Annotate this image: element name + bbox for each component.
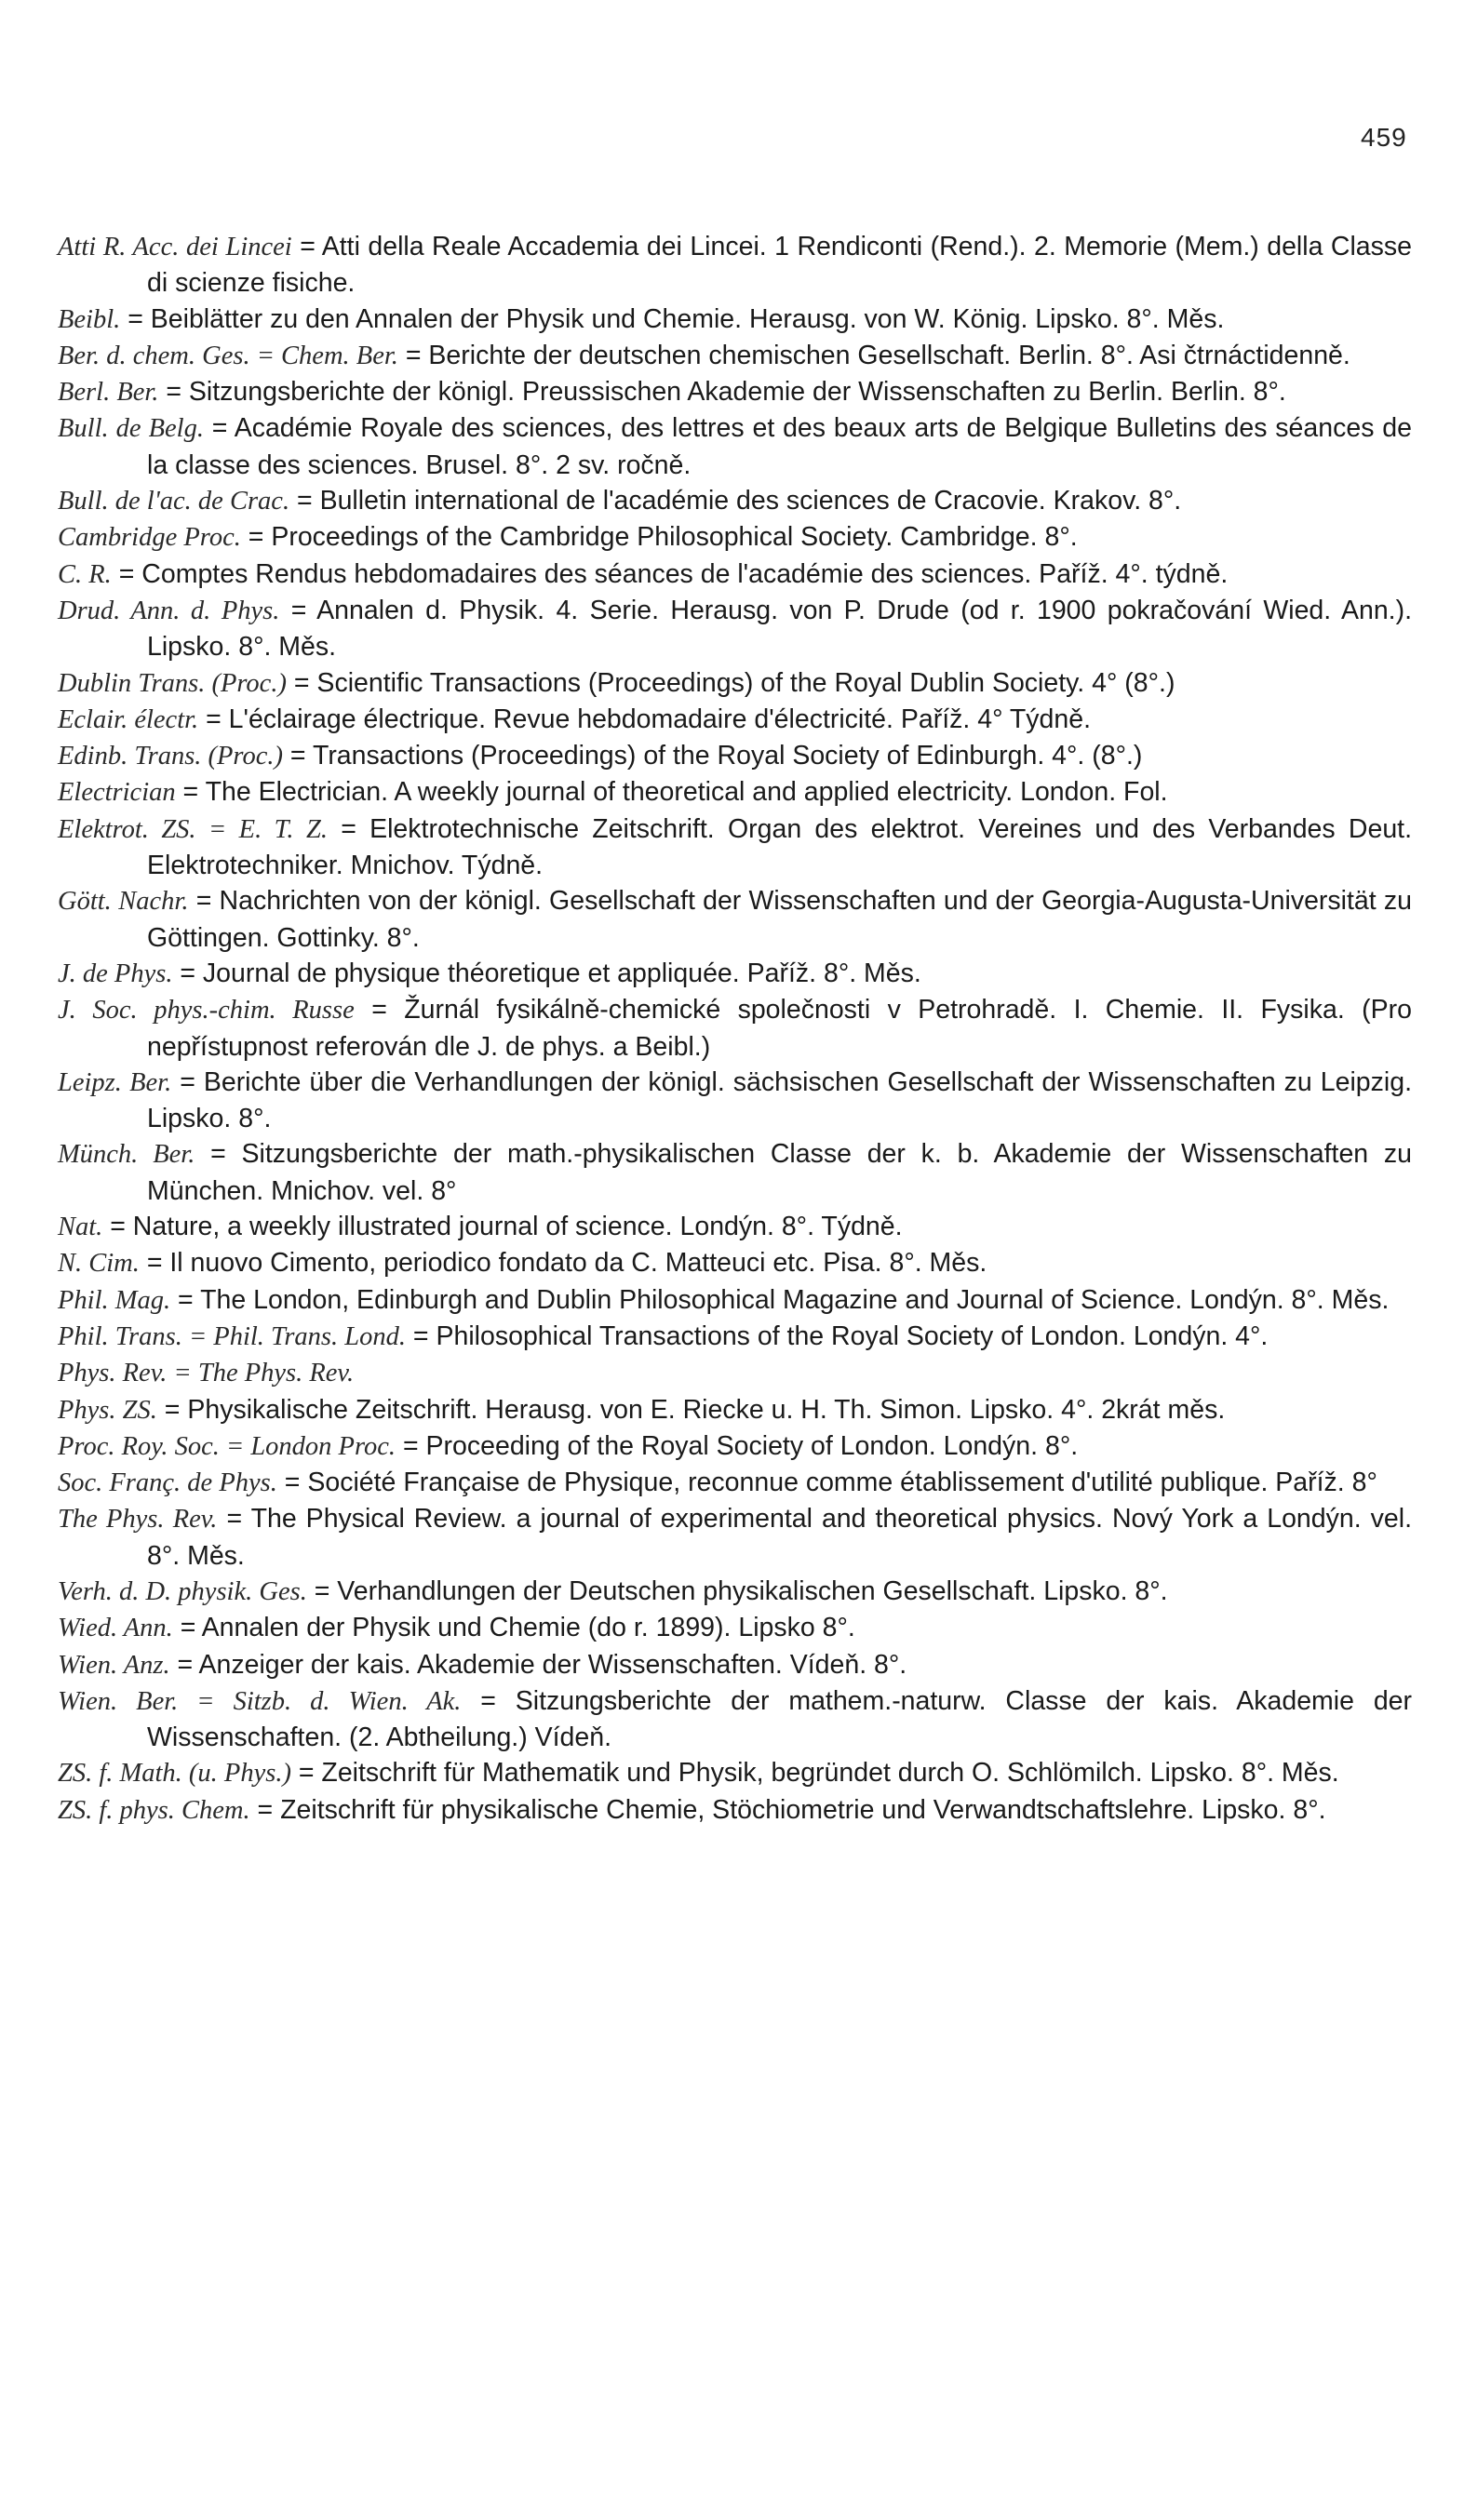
entry-description: = Proceedings of the Cambridge Philosophical Society. Cambridge. 8°.	[248, 522, 1078, 553]
abbreviation-entry	[58, 302, 1412, 338]
abbreviation-entry	[58, 1392, 1412, 1428]
entry-description: = Zeitschrift für physikalische Chemie, Stöchiometrie und Verwandtschaftslehre. Lipsko. 8°.	[257, 1794, 1326, 1825]
entry-abbreviation: Leipz. Ber.	[58, 1067, 172, 1097]
abbreviation-entry	[58, 665, 1412, 702]
entry-abbreviation: Gött. Nachr.	[58, 887, 189, 917]
abbreviation-entry	[58, 1683, 1412, 1756]
entry-abbreviation: Nat.	[58, 1213, 103, 1242]
entry-description: = Berichte der deutschen chemischen Gesellschaft. Berlin. 8°. Asi čtrnáctidenně.	[405, 340, 1350, 370]
abbreviation-entry	[58, 1245, 1412, 1281]
entry-abbreviation: Phil. Trans. = Phil. Trans. Lond.	[58, 1321, 406, 1351]
abbreviation-entry	[58, 410, 1412, 483]
entry-description: = Bulletin international de l'académie des sciences de Cracovie. Krakov. 8°.	[297, 486, 1182, 516]
abbreviation-entry	[58, 992, 1412, 1065]
abbreviation-entry	[58, 1755, 1412, 1791]
entry-description: = Nachrichten von der königl. Gesellschaft der Wissenschaften und der Georgia-Augusta-Universität zu Göttingen. Gottinky. 8°.	[147, 886, 1413, 953]
entry-abbreviation: Cambridge Proc.	[58, 523, 241, 553]
entry-description: = Verhandlungen der Deutschen physikalischen Gesellschaft. Lipsko. 8°.	[314, 1575, 1168, 1606]
entry-description: = Beiblätter zu den Annalen der Physik und Chemie. Herausg. von W. König. Lipsko. 8°. Měs.	[128, 303, 1225, 334]
abbreviation-entry	[58, 1574, 1412, 1610]
entry-abbreviation: Bull. de Belg.	[58, 414, 204, 444]
entry-abbreviation: C. R.	[58, 559, 112, 589]
entry-description: = Journal de physique théoretique et appliquée. Paříž. 8°. Měs.	[180, 958, 921, 988]
entry-description: = Physikalische Zeitschrift. Herausg. von E. Riecke u. H. Th. Simon. Lipsko. 4°. 2krát měs.	[164, 1394, 1226, 1425]
abbreviation-entry	[58, 1647, 1412, 1683]
entry-abbreviation: Eclair. électr.	[58, 704, 199, 734]
entry-abbreviation: Elektrot. ZS. = E. T. Z.	[58, 814, 328, 844]
entry-abbreviation: Phil. Mag.	[58, 1285, 171, 1315]
entry-abbreviation: Beibl.	[58, 304, 121, 334]
abbreviation-entry	[58, 1282, 1412, 1319]
entry-description: = Elektrotechnische Zeitschrift. Organ des elektrot. Vereines und des Verbandes Deut. Elektrotechniker. Mnichov. Týdně.	[147, 813, 1412, 881]
abbreviation-entry	[58, 1465, 1412, 1501]
entry-abbreviation: Phys. Rev. = The Phys. Rev.	[58, 1359, 355, 1388]
entry-description: = The London, Edinburgh and Dublin Philosophical Magazine and Journal of Science. Londýn. 8°. Měs.	[178, 1284, 1390, 1315]
entry-description: = Atti della Reale Accademia dei Lincei. 1 Rendiconti (Rend.). 2. Memorie (Mem.) della Classe di scienze fisiche.	[147, 232, 1413, 299]
abbreviation-entry	[58, 738, 1412, 774]
entry-description: = Proceeding of the Royal Society of London. Londýn. 8°.	[402, 1430, 1079, 1461]
page-number: 459	[1361, 123, 1407, 152]
entry-abbreviation: Wied. Ann.	[58, 1614, 173, 1643]
entry-abbreviation: Bull. de l'ac. de Crac.	[58, 487, 290, 516]
entry-abbreviation: J. Soc. phys.-chim. Russe	[58, 996, 355, 1025]
entry-description: = Sitzungsberichte der mathem.-naturw. Classe der kais. Akademie der Wissenschaften. (2. Abtheilung.) Vídeň.	[147, 1685, 1413, 1753]
entry-description: = Société Française de Physique, reconnue comme établissement d'utilité publique. Paříž. 8°	[284, 1468, 1377, 1498]
abbreviation-entry	[58, 1610, 1412, 1646]
abbreviation-entry	[58, 1355, 1412, 1391]
entry-abbreviation: Phys. ZS.	[58, 1395, 157, 1425]
entry-description: = Transactions (Proceedings) of the Royal Society of Edinburgh. 4°. (8°.)	[289, 741, 1143, 771]
abbreviation-entry	[58, 593, 1412, 665]
entry-description: = Sitzungsberichte der königl. Preussischen Akademie der Wissenschaften zu Berlin. Berlin. 8°.	[166, 377, 1286, 408]
entry-abbreviation: ZS. f. Math. (u. Phys.)	[58, 1759, 291, 1789]
entry-description: = Philosophical Transactions of the Royal Society of London. Londýn. 4°.	[412, 1320, 1269, 1351]
entry-abbreviation: Proc. Roy. Soc. = London Proc.	[58, 1431, 396, 1461]
entry-description: = The Electrician. A weekly journal of theoretical and applied electricity. London. Fol.	[182, 777, 1168, 808]
abbreviation-entry	[58, 956, 1412, 992]
entry-description: = Nature, a weekly illustrated journal of science. Londýn. 8°. Týdně.	[110, 1212, 903, 1242]
entry-abbreviation: The Phys. Rev.	[58, 1505, 218, 1535]
abbreviation-entry	[58, 883, 1412, 956]
entry-abbreviation: N. Cim.	[58, 1249, 140, 1279]
abbreviation-entry	[58, 374, 1412, 410]
entry-description: = The Physical Review. a journal of experimental and theoretical physics. Nový York a Londýn. vel. 8°. Měs.	[147, 1504, 1412, 1571]
entry-description: = Académie Royale des sciences, des lettres et des beaux arts de Belgique Bulletins des séances de la classe des sciences. Brusel. 8°. 2 sv. ročně.	[147, 413, 1412, 480]
entry-abbreviation: Münch. Ber.	[58, 1140, 195, 1170]
abbreviation-entry	[58, 519, 1412, 556]
entry-description: = Zeitschrift für Mathematik und Physik, begründet durch O. Schlömilch. Lipsko. 8°. Měs.	[298, 1758, 1339, 1789]
abbreviation-entry	[58, 229, 1412, 302]
entry-abbreviation: Dublin Trans. (Proc.)	[58, 668, 287, 698]
abbreviation-entry	[58, 1792, 1412, 1829]
abbreviation-entry	[58, 774, 1412, 811]
entry-abbreviation: Wien. Anz.	[58, 1650, 170, 1680]
abbreviation-entry	[58, 1319, 1412, 1355]
entry-abbreviation: Ber. d. chem. Ges. = Chem. Ber.	[58, 341, 398, 370]
abbreviation-entry	[58, 338, 1412, 374]
entry-description: = Žurnál fysikálně-chemické společnosti v Petrohradě. I. Chemie. II. Fysika. (Pro nepřístupnost referován dle J. de phys. a Beibl.)	[147, 995, 1413, 1062]
entry-description: = Annalen der Physik und Chemie (do r. 1899). Lipsko 8°.	[180, 1613, 855, 1643]
entry-description: = Comptes Rendus hebdomadaires des séances de l'académie des sciences. Paříž. 4°. týdně.	[118, 558, 1229, 589]
entry-description: = Il nuovo Cimento, periodico fondato da C. Matteuci etc. Pisa. 8°. Měs.	[146, 1248, 987, 1279]
abbreviation-entry	[58, 811, 1412, 884]
abbreviation-entry	[58, 1065, 1412, 1137]
entry-description: = L'éclairage électrique. Revue hebdomadaire d'électricité. Paříž. 4° Týdně.	[206, 704, 1092, 734]
entry-description: = Berichte über die Verhandlungen der königl. sächsischen Gesellschaft der Wissenschaften zu Leipzig. Lipsko. 8°.	[147, 1066, 1413, 1134]
entry-abbreviation: Electrician	[58, 778, 176, 808]
entry-description: = Anzeiger der kais. Akademie der Wissenschaften. Vídeň. 8°.	[177, 1649, 907, 1680]
entry-description: = Scientific Transactions (Proceedings) of the Royal Dublin Society. 4° (8°.)	[293, 667, 1175, 698]
abbreviation-entry	[58, 556, 1412, 593]
abbreviation-entry	[58, 483, 1412, 519]
entry-abbreviation: Edinb. Trans. (Proc.)	[58, 742, 283, 771]
entry-abbreviation: Atti R. Acc. dei Lincei	[58, 233, 292, 261]
entry-description: = Annalen d. Physik. 4. Serie. Herausg. von P. Drude (od r. 1900 pokračování Wied. Ann.). Lipsko. 8°. Měs.	[147, 595, 1412, 663]
abbreviation-entry	[58, 1501, 1412, 1574]
entry-abbreviation: Drud. Ann. d. Phys.	[58, 596, 280, 625]
entry-abbreviation: Berl. Ber.	[58, 378, 159, 408]
abbreviation-list	[58, 229, 1412, 1829]
entry-abbreviation: J. de Phys.	[58, 958, 173, 988]
abbreviation-entry	[58, 1136, 1412, 1209]
abbreviation-entry	[58, 1428, 1412, 1465]
entry-abbreviation: ZS. f. phys. Chem.	[58, 1795, 250, 1825]
entry-description: = Sitzungsberichte der math.-physikalischen Classe der k. b. Akademie der Wissenschaften zu München. Mnichov. vel. 8°	[147, 1139, 1412, 1206]
abbreviation-entry	[58, 702, 1412, 738]
entry-abbreviation: Soc. Franç. de Phys.	[58, 1468, 277, 1498]
abbreviation-entry	[58, 1209, 1412, 1245]
entry-abbreviation: Wien. Ber. = Sitzb. d. Wien. Ak.	[58, 1686, 462, 1716]
entry-abbreviation: Verh. d. D. physik. Ges.	[58, 1576, 307, 1606]
